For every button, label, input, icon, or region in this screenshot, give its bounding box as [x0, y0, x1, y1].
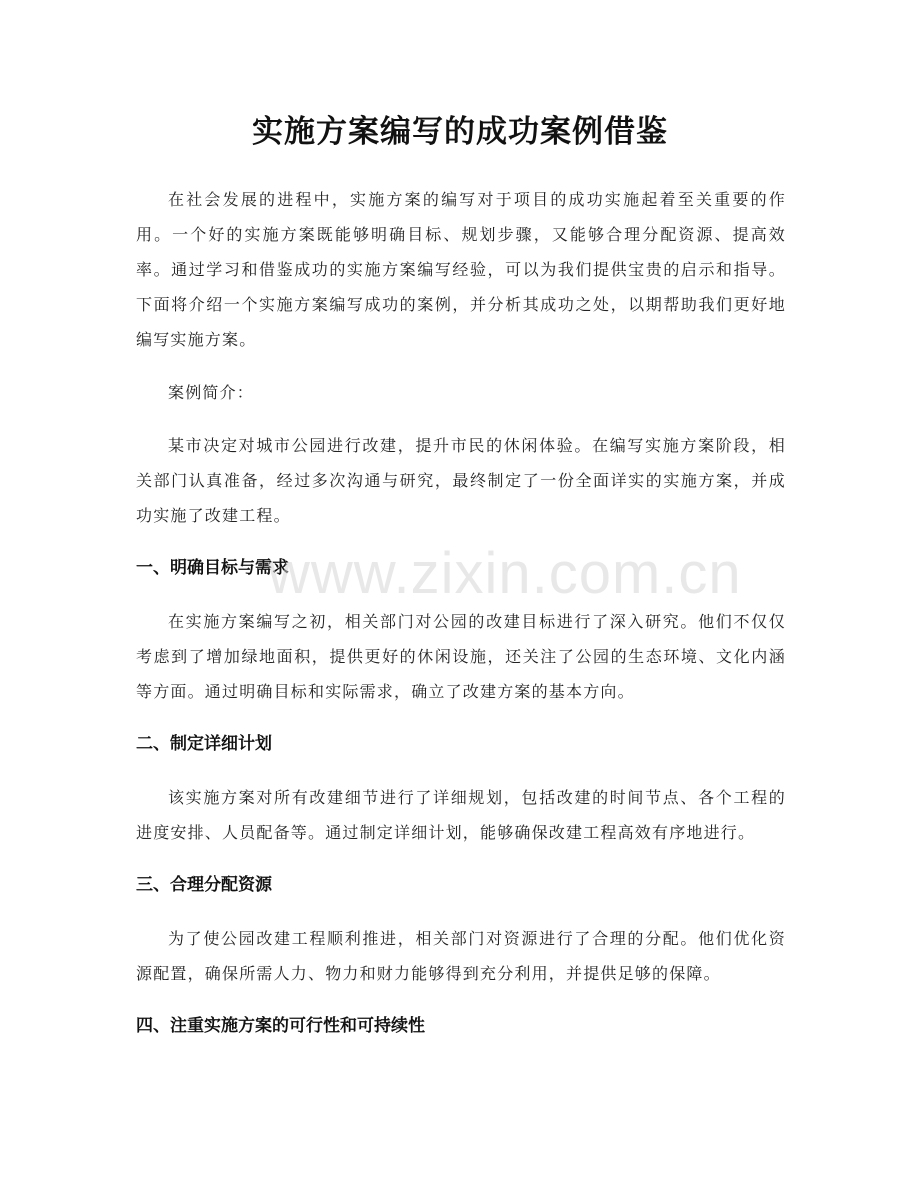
watermark: www.zixin.com.cn — [268, 541, 742, 606]
intro-paragraph: 在社会发展的进程中，实施方案的编写对于项目的成功实施起着至关重要的作用。一个好的实施方案既能够明确目标、规划步骤，又能够合理分配资源、提高效率。通过学习和借鉴成功的实施方案编写经验，可以为我们提供宝贵的启示和指导。下面将介绍一个实施方案编写成功的案例，并分析其成功之处，以期帮助我们更好地编写实施方案。 — [136, 190, 786, 349]
document-title: 实施方案编写的成功案例借鉴 — [252, 114, 668, 150]
section-heading-2: 二、制定详细计划 — [136, 734, 272, 754]
case-label: 案例简介： — [168, 383, 255, 402]
section-heading-3: 三、合理分配资源 — [136, 875, 272, 895]
section-heading-1: 一、明确目标与需求 — [136, 558, 289, 578]
section-heading-4: 四、注重实施方案的可行性和可持续性 — [136, 1016, 425, 1036]
section-paragraph-2: 该实施方案对所有改建细节进行了详细规划，包括改建的时间节点、各个工程的进度安排、人员配备等。通过制定详细计划，能够确保改建工程高效有序地进行。 — [136, 788, 786, 842]
case-paragraph: 某市决定对城市公园进行改建，提升市民的休闲体验。在编写实施方案阶段，相关部门认真准备，经过多次沟通与研究，最终制定了一份全面详实的实施方案，并成功实施了改建工程。 — [136, 436, 786, 525]
section-paragraph-3: 为了使公园改建工程顺利推进，相关部门对资源进行了合理的分配。他们优化资源配置，确保所需人力、物力和财力能够得到充分利用，并提供足够的保障。 — [136, 929, 786, 983]
section-paragraph-1: 在实施方案编写之初，相关部门对公园的改建目标进行了深入研究。他们不仅仅考虑到了增加绿地面积，提供更好的休闲设施，还关注了公园的生态环境、文化内涵等方面。通过明确目标和实际需求，确立了改建方案的基本方向。 — [136, 612, 786, 701]
document-body — [136, 182, 786, 1062]
